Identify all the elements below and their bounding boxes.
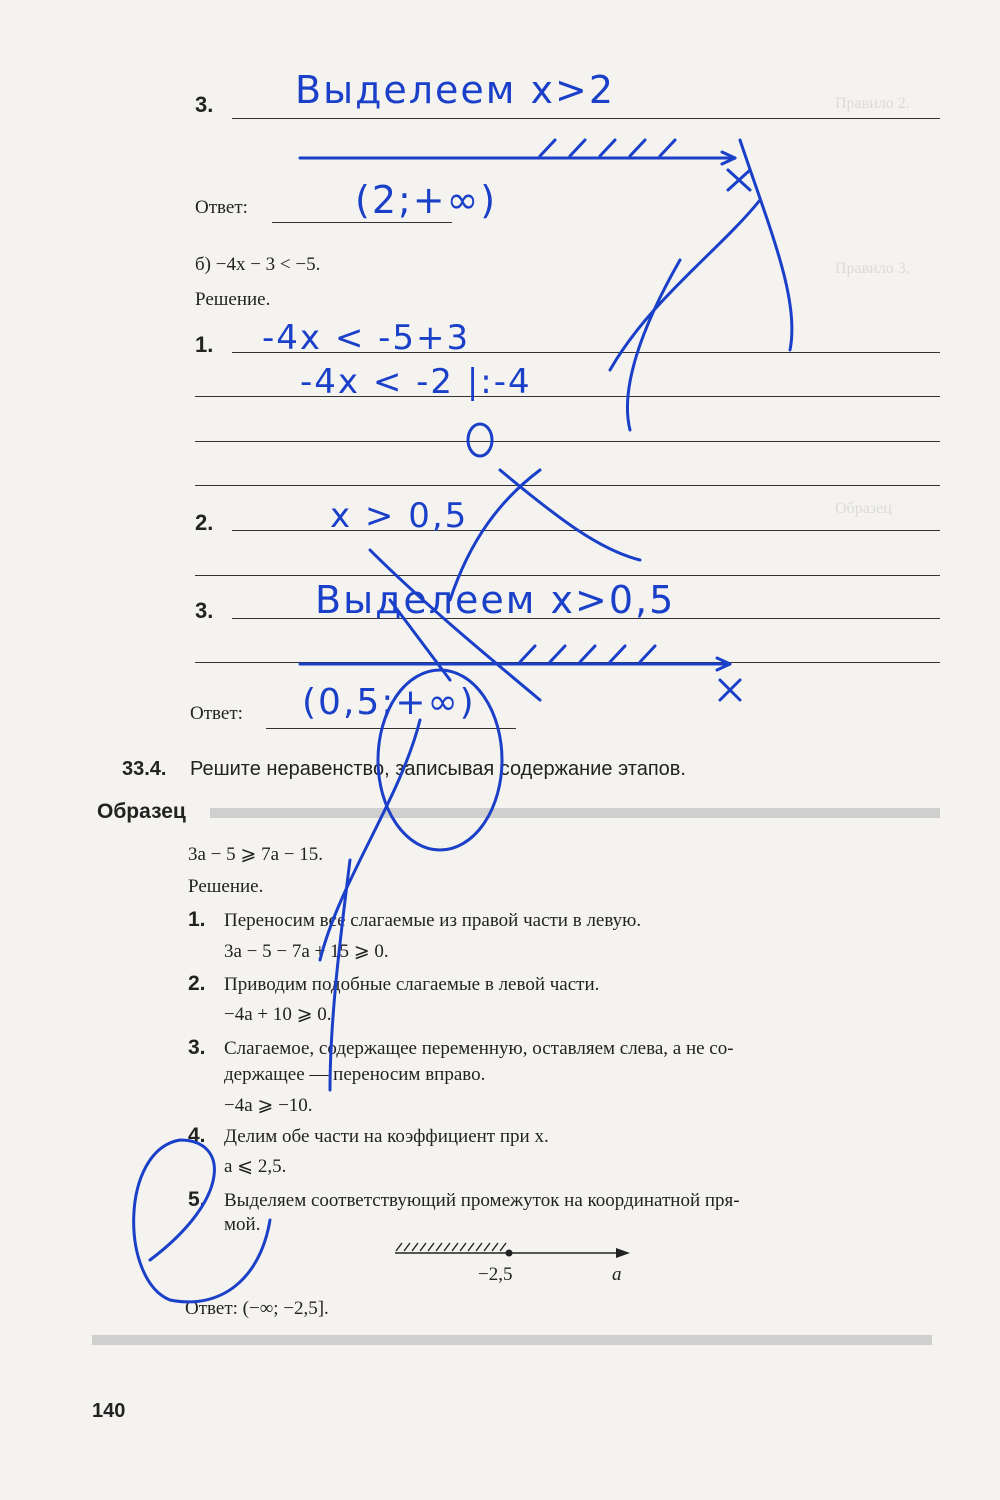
exercise-number: 33.4. — [122, 758, 167, 780]
sample-step-4: 4. Делим обе части на коэффициент при x. — [188, 1124, 549, 1147]
page-number: 140 — [92, 1400, 126, 1422]
bleed-through-text: Правило 2. — [835, 95, 910, 112]
step-number: 3. — [195, 92, 214, 117]
sample-step-2: 2. Приводим подобные слагаемые в левой части. — [188, 972, 600, 995]
solution-label: Решение. — [195, 289, 271, 310]
step-number: 1. — [195, 332, 214, 357]
handwritten-step2-b: x > 0,5 — [330, 496, 469, 536]
handwritten-step3-b: Выделеем x>0,5 — [315, 578, 676, 622]
axis-var-label: a — [612, 1264, 622, 1285]
sample-step-3: 3. Слагаемое, содержащее переменную, оставляем слева, а не со- — [188, 1036, 734, 1059]
answer-label: Ответ: — [190, 703, 243, 724]
axis-point-label: −2,5 — [478, 1264, 513, 1285]
sample-inequality: 3a − 5 ⩾ 7a − 15. — [188, 844, 323, 865]
sample-solution-label: Решение. — [188, 876, 264, 897]
handwritten-answer-a: (2;+∞) — [355, 178, 498, 222]
sample-step-5: 5. Выделяем соответствующий промежуток на координатной пря- — [188, 1188, 740, 1211]
bleed-through-text: Образец — [835, 500, 892, 517]
answer-label: Ответ: — [195, 197, 248, 218]
sample-step-1: 1. Переносим все слагаемые из правой части в левую. — [188, 908, 642, 931]
step-number: 3. — [195, 598, 214, 623]
sample-step-5-cont: мой. — [224, 1214, 261, 1235]
handwritten-step1-line2: -4x < -2 |:-4 — [300, 362, 532, 402]
handwritten-answer-b: (0,5;+∞) — [302, 682, 476, 723]
exercise-text: Решите неравенство, записывая содержание этапов. — [190, 758, 686, 780]
sample-step-1-math: 3a − 5 − 7a + 15 ⩾ 0. — [224, 941, 389, 962]
sample-header: Образец — [97, 800, 186, 823]
sample-step-3-cont: держащее — переносим вправо. — [224, 1064, 486, 1085]
handwritten-step1-line1: -4x < -5+3 — [262, 318, 471, 358]
sample-answer: Ответ: (−∞; −2,5]. — [185, 1298, 329, 1319]
task-b: б) −4x − 3 < −5. — [195, 254, 321, 275]
sample-step-3-math: −4a ⩾ −10. — [224, 1095, 313, 1116]
sample-step-2-math: −4a + 10 ⩾ 0. — [224, 1004, 332, 1025]
handwritten-step3-a: Выделеем x>2 — [295, 68, 616, 112]
sample-step-4-math: a ⩽ 2,5. — [224, 1156, 287, 1177]
bleed-through-text: Правило 3. — [835, 260, 910, 277]
step-number: 2. — [195, 510, 214, 535]
